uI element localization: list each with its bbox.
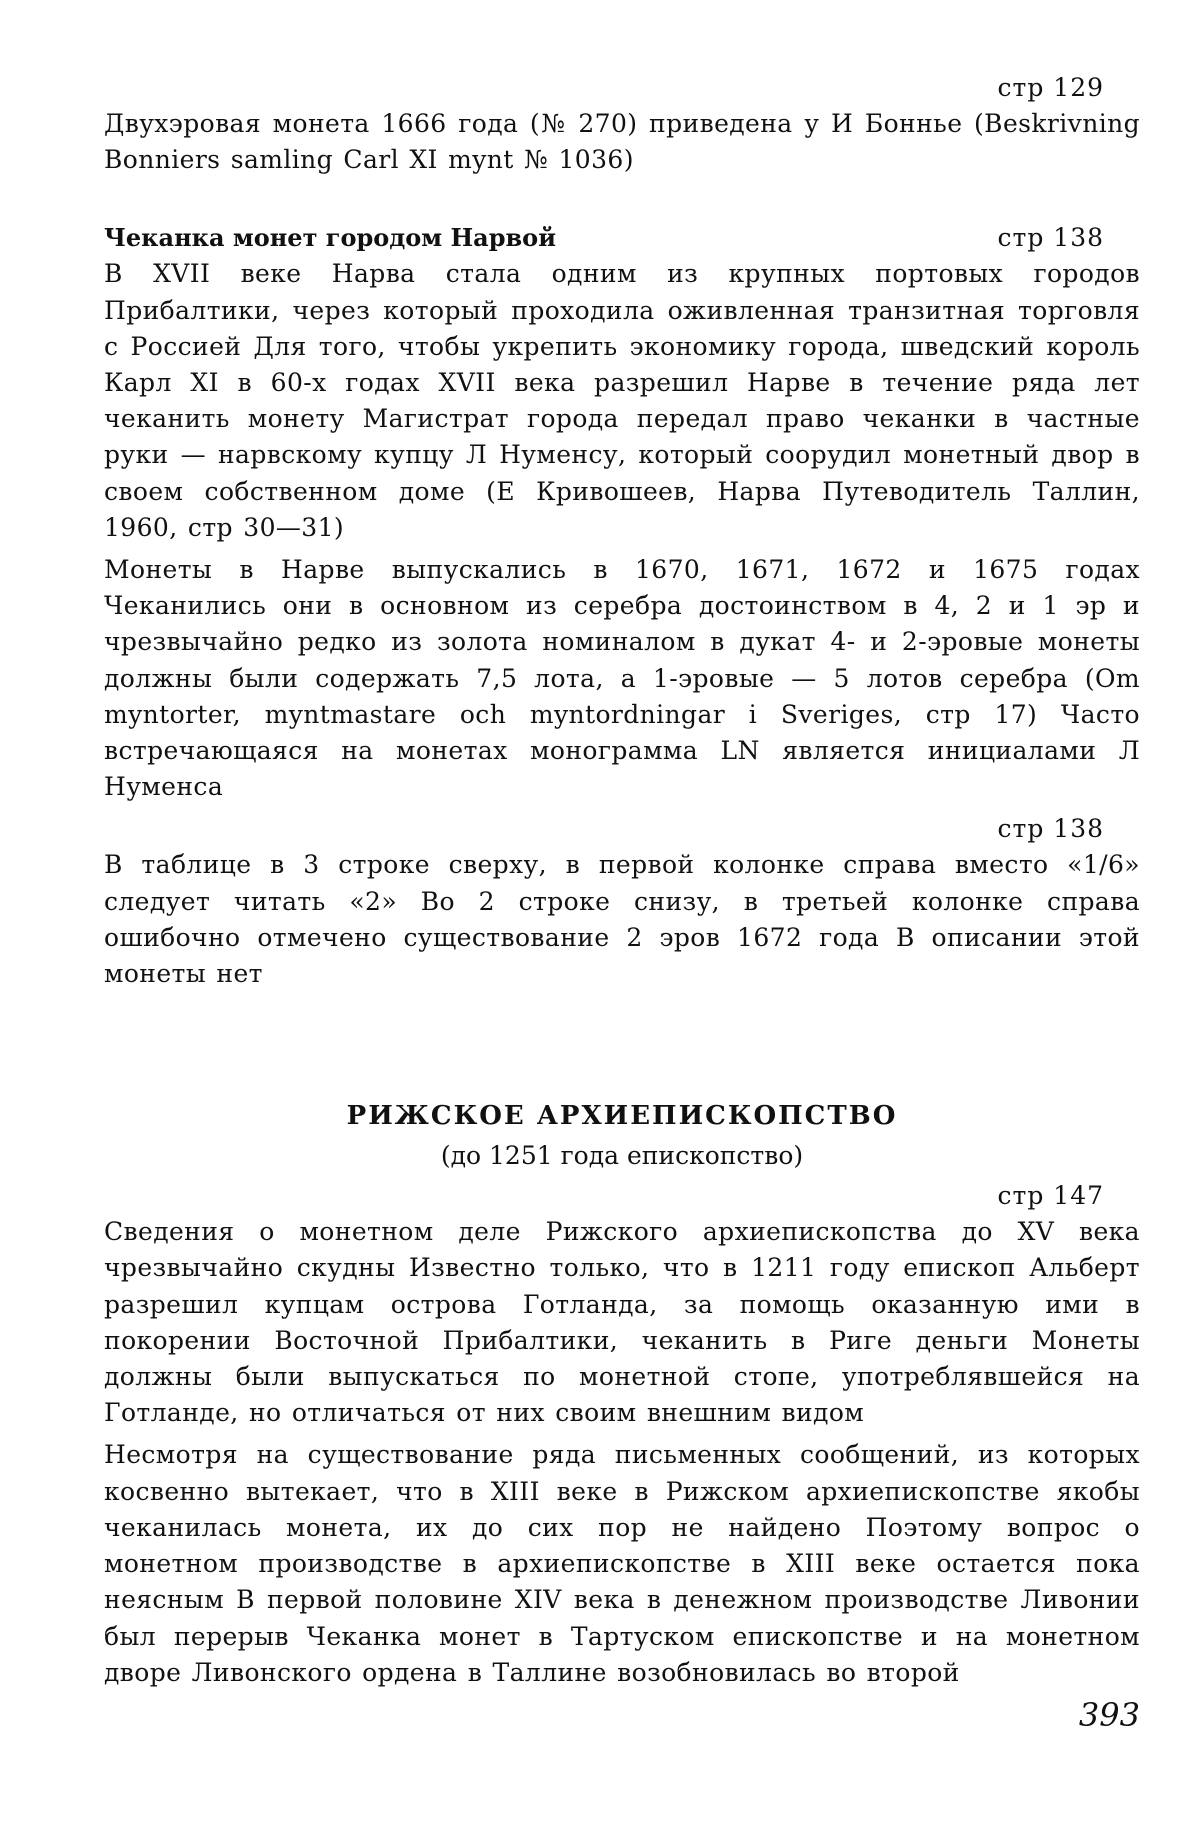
- chapter-title: РИЖСКОЕ АРХИЕПИСКОПСТВО: [346, 1101, 898, 1132]
- paragraph: Сведения о монетном деле Рижского архиепископства до XV века чрезвычайно скудны Известно только, что в 1211 году епископ Альберт разрешил купцам острова Готланда, за помощь оказанную ими в покорении Восточной Прибалтики, чеканить в Риге деньги Монеты должны были выпускаться по монетной стопе, употреблявшейся на Готланде, но отличаться от них своим внешним видом: [104, 1217, 1140, 1428]
- paragraph: Двухэровая монета 1666 года (№ 270) приведена у И Бонньe (Beskrivning Bonniers samling Carl XI mynt № 1036): [104, 109, 1140, 175]
- paragraph: Монеты в Нарве выпускались в 1670, 1671, 1672 и 1675 годах Чеканились они в основном из серебра достоинством в 4, 2 и 1 эр и чрезвычайно редко из золота номиналом в дукат 4- и 2-эровые монеты должны были содержать 7,5 лота, а 1-эровые — 5 лотов серебра (Om myntorter, myntmastare och myntordningar i Sveriges, стр 17) Часто встречающаяся на монетах монограмма LN является инициалами Л Нуменса: [104, 555, 1140, 802]
- page-reference: стр 138: [997, 814, 1104, 844]
- section-title: Чеканка монет городом Нарвой: [104, 223, 556, 253]
- page-body: [104, 70, 1140, 1691]
- page-number: 393: [1078, 1696, 1140, 1734]
- section-header: [104, 220, 1140, 256]
- page-reference: стр 129: [997, 73, 1104, 102]
- page-reference: стр 147: [997, 1181, 1104, 1211]
- chapter-subtitle: (до 1251 года епископство): [440, 1141, 804, 1171]
- paragraph: В таблице в 3 строке сверху, в первой колонке справа вместо «1/6» следует читать «2» Во 2 строке снизу, в третьей колонке справа ошибочно отмечено существование 2 эров 1672 года В описании этой монеты нет: [104, 850, 1140, 989]
- page-reference: стр 138: [997, 223, 1104, 253]
- paragraph: Несмотря на существование ряда письменных сообщений, из которых косвенно вытекает, что в XIII веке в Рижском архиепископстве якобы чеканилась монета, их до сих пор не найдено Поэтому вопрос о монетном производстве в архиепископстве в XIII веке остается пока неясным В первой половине XIV века в денежном производстве Ливонии был перерыв Чеканка монет в Тартуском епископстве и на монетном дворе Ливонского ордена в Таллине возобновилась во второй: [104, 1440, 1140, 1687]
- paragraph: В XVII веке Нарва стала одним из крупных портовых городов Прибалтики, через который проходила оживленная транзитная торговля с Россией Для того, чтобы укрепить экономику города, шведский король Карл XI в 60-х годах XVII века разрешил Нарве в течение ряда лет чеканить монету Магистрат города передал право чеканки в частные руки — нарвскому купцу Л Нуменсу, который соорудил монетный двор в своем собственном доме (Е Кривошеев, Нарва Путеводитель Таллин, 1960, стр 30—31): [104, 259, 1140, 542]
